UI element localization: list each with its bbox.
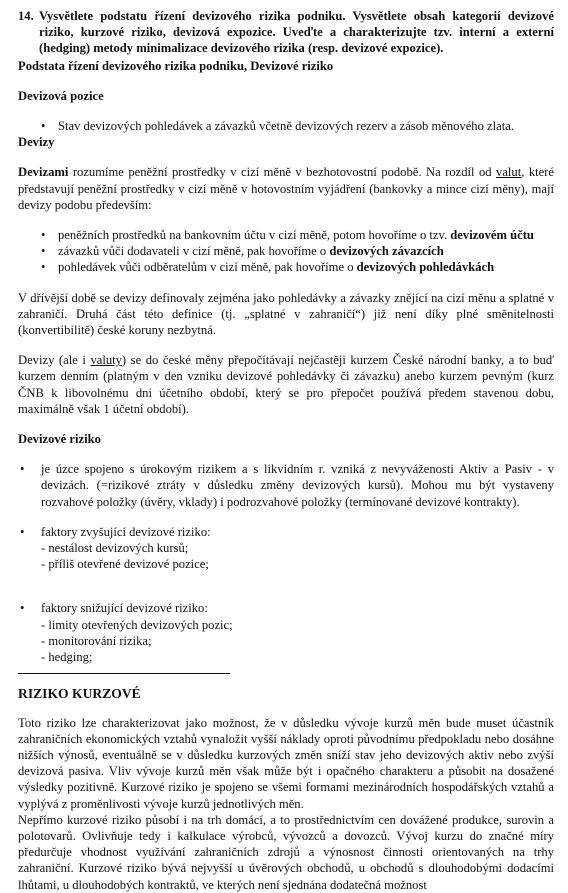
question-heading [18,8,554,57]
list-item-text: peněžních prostředků na bankovním účtu v cizí měně, potom hovoříme o tzv. [58,228,451,243]
list-item-bold: devizovém účtu [450,228,534,243]
list-item-title: • faktory zvyšující devizové riziko: [41,524,211,539]
question-text: Vysvětlete podstatu řízení devizového rizika podniku. Vysvětlete obsah kategorií devizové riziko, kurzové riziko, devizová expozice. Uveďte a charakterizujte tzv. interní a externí (hedging) metody minimalizace devizového rizika (resp. devizové expozice). [39,9,554,56]
devizy-term: Devizami [18,165,69,180]
list-item [18,600,554,665]
para3-text-a: Devizy (ale i [18,353,91,368]
list-item-text: pohledávek vůči odběratelům v cizí měně, pak hovoříme o [58,260,357,275]
list-item-bold: devizových závazcích [329,244,444,259]
devizove-riziko-list [18,461,554,665]
devizy-def-a: rozumíme peněžní prostředky v cizí měně v bezhotovostní podobě. Na rozdíl od [68,165,497,180]
list-item [18,524,554,573]
devizy-def-b: , které představují peněžní prostředky v cizí měně v hotovostním vyjádření (bankovky a mince cizí měny), mají devizy podobu především: [18,165,554,212]
sub-item: - příliš otevřené devizové pozice; [41,557,209,572]
sub-item: - nestálost devizových kursů; [41,541,189,556]
section-title: Podstata řízení devizového rizika podniku, Devizové riziko [18,58,334,73]
devizy-paragraph-2: V dřívější době se devizy definovaly zejména jako pohledávky a závazky znějící na cizí měnu a splatné v zahraničí. Druhá část této definice (tj. „splatné v zahraničí“) již není díky plné směnitelnosti (konvertibilitě) české koruny nezbytná. [18,290,554,338]
devizove-riziko-heading: Devizové riziko [18,432,101,447]
list-item-bold: devizových pohledávkách [356,260,495,275]
para3-text-b: ) se do české měny přepočítávají nejčastěji kurzem České národní banky, a to buď kurzem denním (platným v den vzniku devizové pohledávky či závazku) anebo kurzem pevným (kurz ČNB k libovolnému dni účetního období, který se pro přepočet používá předem stavenou dobu, maximálně však 1 účetní období). [18,353,554,416]
question-number: 14. [18,9,34,23]
devizy-paragraph-3 [18,352,554,417]
list-item-title: • faktory snižující devizové riziko: [41,601,208,616]
valut-link[interactable]: valut [496,165,522,180]
list-item [18,259,554,275]
devizova-pozice-heading: Devizová pozice [18,88,104,103]
kurzove-paragraph-2: Nepřímo kurzové riziko působí i na trh domácí, a to prostřednictvím cen dovážené produkce, surovin a polotovarů. Ovlivňuje tedy i kalkulace výrobců, vývozců a dovozců. Vývoj kurzu do značné míry předurčuje vhodnost využívání zahraničních zdrojů a výnosnost činnosti orientovaných na trhy zahraniční. Kurzové riziko bývá nejvyšší u úvěrových obchodů, u obchodů s dlouhodobými dodacími lhůtami, u dlouhodobých kontraktů, ve kterých není sjednána dodatečná možnost [18,812,554,892]
document-page [18,8,554,893]
list-item-text: závazků vůči dodavateli v cizí měně, pak hovoříme o [58,244,330,259]
list-item [18,243,554,259]
list-item: • Stav devizových pohledávek a závazků včetně devizových rezerv a zásob měnového zlata. [18,118,554,134]
list-item [18,227,554,243]
devizy-heading: Devizy [18,135,55,150]
riziko-kurzove-heading: RIZIKO KURZOVÉ [18,686,141,702]
valuty-link[interactable]: valuty [90,353,122,368]
devizy-definition [18,164,554,213]
kurzove-paragraph-1: Toto riziko lze charakterizovat jako možnost, že v důsledku vývoje kurzů měn bude muset účastník zahraničních ekonomických vztahů vynaložit vyšší náklady oproti původnímu předpokladu nebo dosáhne nižších výnosů, eventuálně se v důsledku kurzových změn sníží stav jeho devizových aktiv nebo zvýší devizová pasiva. Vliv vývoje kurzů měn však může být i opačného charakteru a působit na dosažené výsledky pozitivně. Kurzové riziko je spojeno se všemi formami mezinárodních hospodářských vztahů a vyplývá z proměnlivosti vývoje kurzů jednotlivých měn. [18,715,554,811]
divider [18,673,230,674]
sub-item: - hedging; [41,650,93,665]
sub-item: - monitorování rizika; [41,633,152,648]
sub-item: - limity otevřených devizových pozic; [41,617,233,632]
list-item: • je úzce spojeno s úrokovým rizikem a s likvidním r. vzniká z nevyváženosti Aktiv a Pasiv - v devizách. (=rizikové ztráty v důsledku změny devizových kursů). Mohou mu být vystaveny rozvahové položky (úvěry, vklady) i podrozvahové položky (termínované devizové kontrakty). [18,461,554,510]
devizova-pozice-list [18,118,554,134]
devizy-list [18,227,554,276]
